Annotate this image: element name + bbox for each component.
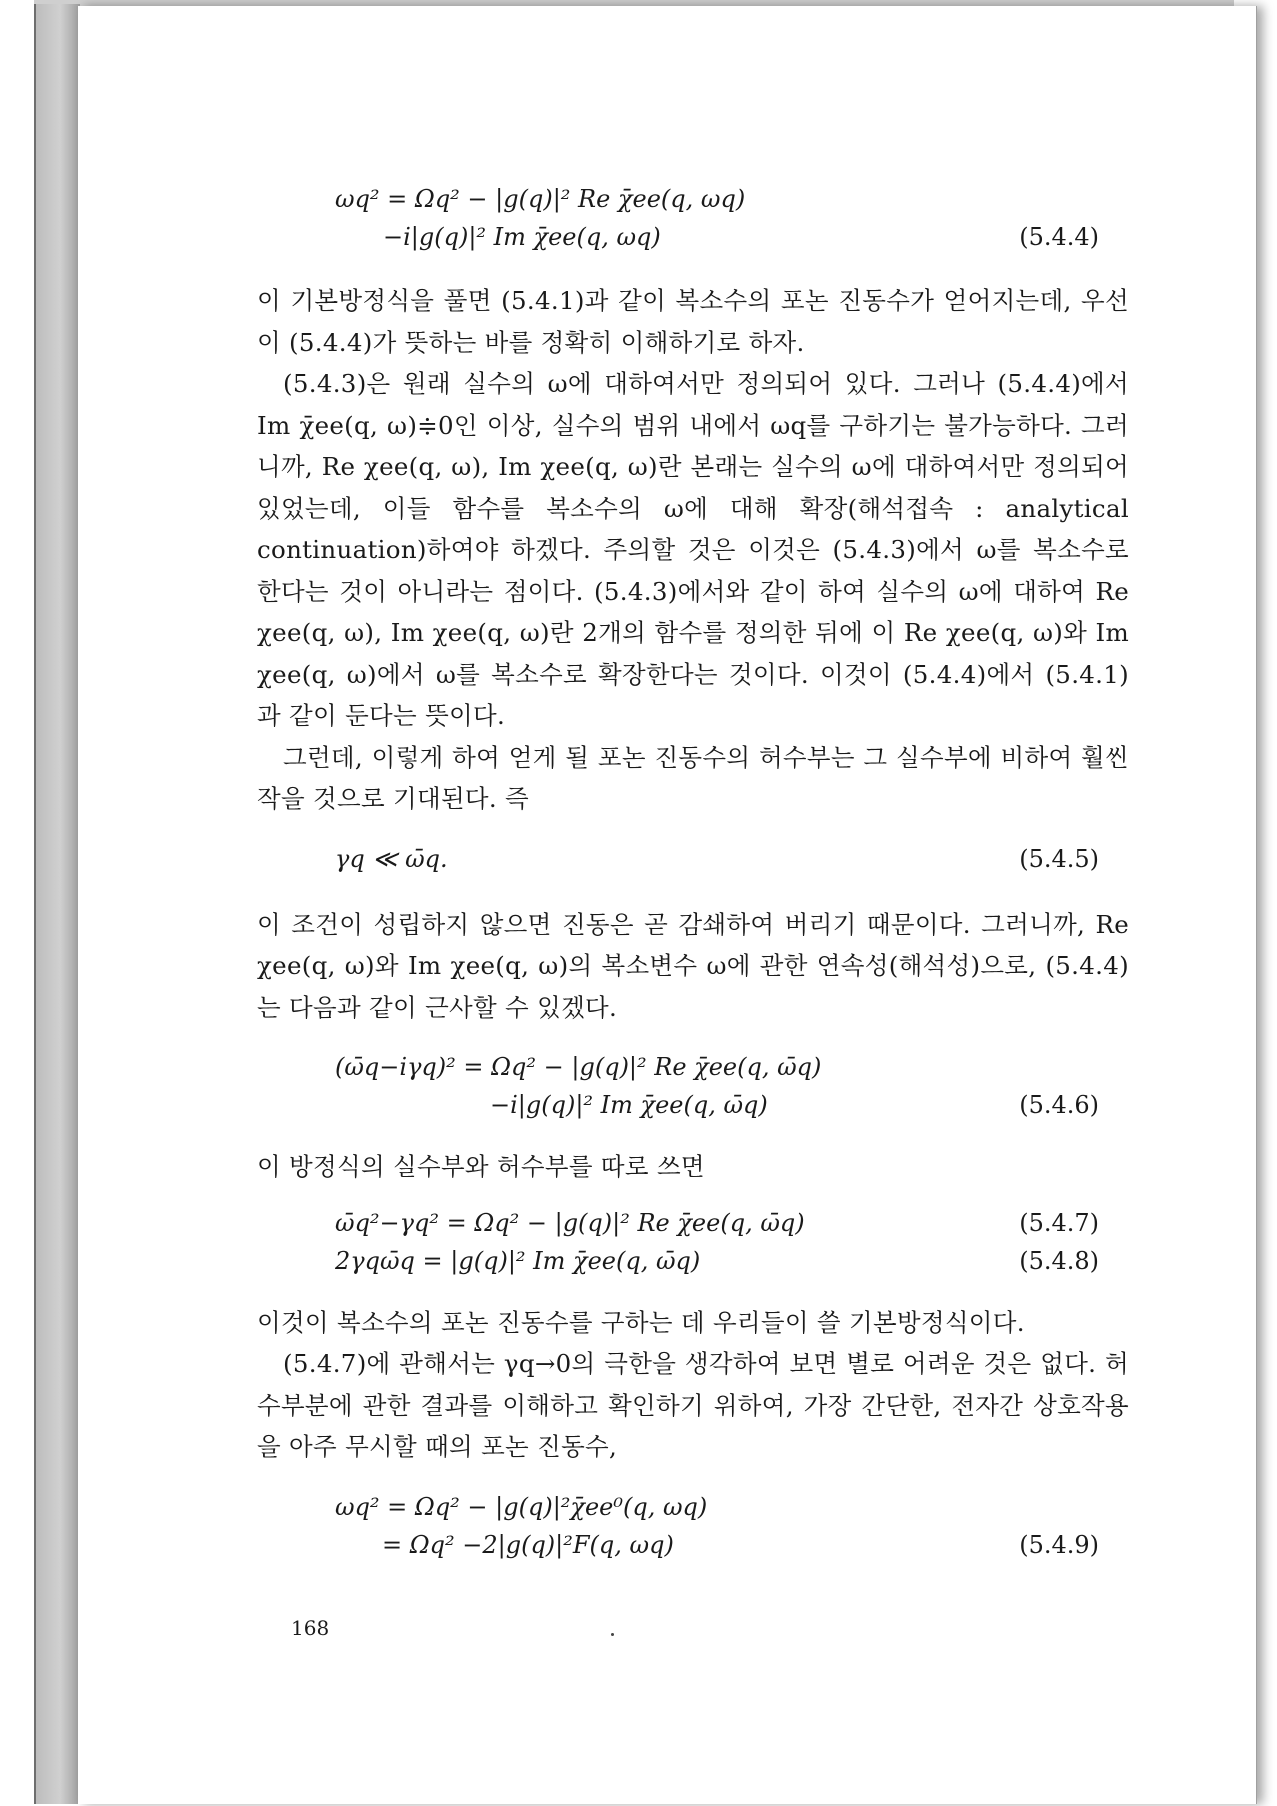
- paragraph-7: (5.4.7)에 관해서는 γq→0의 극한을 생각하여 보면 별로 어려운 것은 없다. 허수부분에 관한 결과를 이해하고 확인하기 위하여, 가장 간단한, 전자간 상호작용을 아주 무시할 때의 포논 진동수,: [257, 1349, 1129, 1461]
- paragraph-6: 이것이 복소수의 포논 진동수를 구하는 데 우리들이 쓸 기본방정식이다.: [257, 1307, 1025, 1337]
- book-spine: [34, 4, 80, 1804]
- scan-speck: [611, 1633, 614, 1636]
- equation-5-4-6-line2: [257, 1086, 1129, 1124]
- equation-text: 2γqω̄q = |g(q)|² Im χ̄ee(q, ω̄q): [335, 1246, 701, 1275]
- equation-number: (5.4.5): [1019, 844, 1099, 873]
- equation-text: ωq² = Ωq² − |g(q)|² Re χ̄ee(q, ωq): [335, 185, 746, 213]
- paragraph-3: 그런데, 이렇게 하여 얻게 될 포논 진동수의 허수부는 그 실수부에 비하여 훨씬 작을 것으로 기대된다. 즉: [257, 742, 1129, 813]
- equation-text: −i|g(q)|² Im χ̄ee(q, ω̄q): [490, 1091, 768, 1119]
- paragraph-5: 이 방정식의 실수부와 허수부를 따로 쓰면: [257, 1152, 705, 1181]
- page-content: [257, 180, 1129, 1564]
- equation-5-4-8: [257, 1242, 1129, 1280]
- equation-text: −i|g(q)|² Im χ̄ee(q, ωq): [383, 223, 661, 251]
- equation-5-4-4-line2: [257, 218, 1129, 256]
- equation-text: = Ωq² −2|g(q)|²F(q, ωq): [382, 1530, 674, 1559]
- page-number: 168: [291, 1616, 330, 1640]
- equation-5-4-7: [257, 1204, 1129, 1242]
- paragraph-1: 이 기본방정식을 풀면 (5.4.1)과 같이 복소수의 포논 진동수가 얻어지는데, 우선 이 (5.4.4)가 뜻하는 바를 정확히 이해하기로 하자.: [257, 286, 1129, 357]
- equation-number: (5.4.7): [1019, 1208, 1099, 1237]
- equation-text: γq ≪ ω̄q.: [335, 844, 448, 873]
- equation-number: (5.4.8): [1019, 1246, 1099, 1275]
- equation-number: (5.4.6): [1019, 1091, 1099, 1119]
- equation-number: (5.4.4): [1019, 223, 1099, 251]
- equation-text: (ω̄q−iγq)² = Ωq² − |g(q)|² Re χ̄ee(q, ω̄q): [335, 1053, 822, 1081]
- equation-5-4-9-line2: [257, 1526, 1129, 1564]
- equation-number: (5.4.9): [1019, 1530, 1099, 1559]
- equation-5-4-4-line1: [257, 180, 1129, 218]
- equation-5-4-6-line1: [257, 1048, 1129, 1086]
- paragraph-2: (5.4.3)은 원래 실수의 ω에 대하여서만 정의되어 있다. 그러나 (5.4.4)에서 Im χ̄ee(q, ω)≑0인 이상, 실수의 범위 내에서 ωq를 구하기는 불가능하다. 그러니까, Re χee(q, ω), Im χee(q, ω)란 본래는 실수의 ω에 대하여서만 정의되어 있었는데, 이들 함수를 복소수의 ω에 대해 확장(해석접속 : analytical continuation)하여야 하겠다. 주의할 것은 이것은 (5.4.3)에서 ω를 복소수로 한다는 것이 아니라는 점이다. (5.4.3)에서와 같이 하여 실수의 ω에 대하여 Re χee(q, ω), Im χee(q, ω)란 2개의 함수를 정의한 뒤에 이 Re χee(q, ω)와 Im χee(q, ω)에서 ω를 복소수로 확장한다는 것이다. 이것이 (5.4.4)에서 (5.4.1)과 같이 둔다는 뜻이다.: [257, 369, 1129, 730]
- equation-text: ωq² = Ωq² − |g(q)|²χ̄ee⁰(q, ωq): [335, 1492, 708, 1521]
- equation-5-4-9-line1: [257, 1488, 1129, 1526]
- paragraph-4: 이 조건이 성립하지 않으면 진동은 곧 감쇄하여 버리기 때문이다. 그러니까, Re χee(q, ω)와 Im χee(q, ω)의 복소변수 ω에 관한 연속성(해석성)으로, (5.4.4)는 다음과 같이 근사할 수 있겠다.: [257, 909, 1129, 1022]
- equation-text: ω̄q²−γq² = Ωq² − |g(q)|² Re χ̄ee(q, ω̄q): [335, 1208, 805, 1237]
- equation-5-4-5: [257, 840, 1129, 878]
